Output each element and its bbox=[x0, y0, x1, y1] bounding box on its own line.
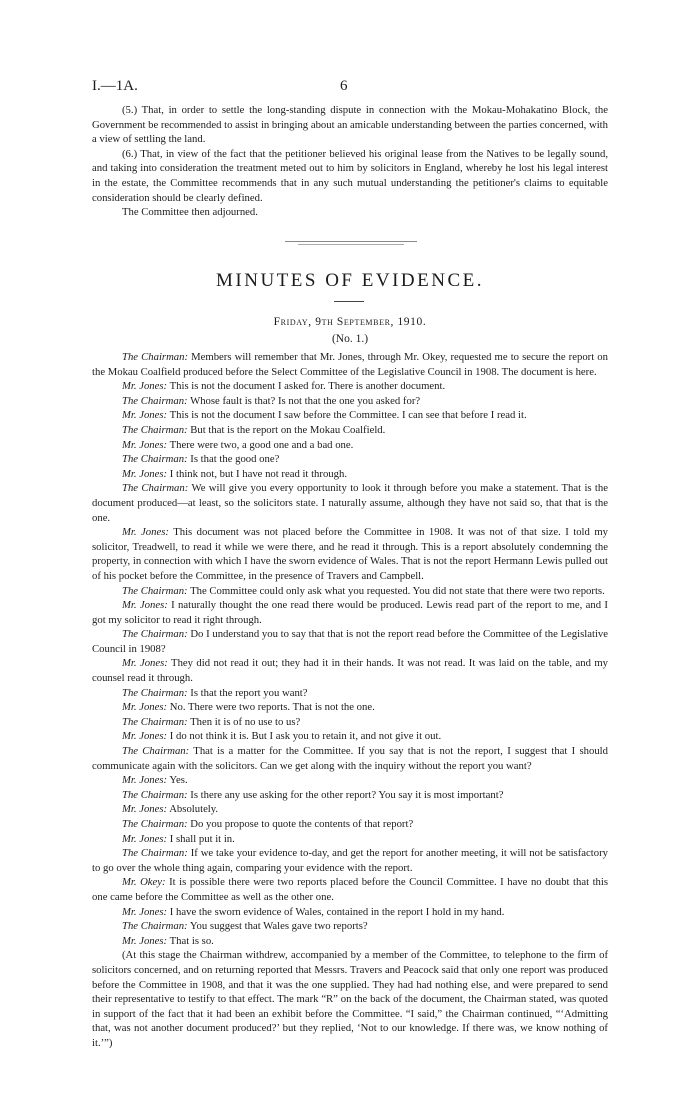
resolution-5: (5.) That, in order to settle the long-standing dispute in connection with the Mokau-Mohakatino Block, the Government be recommended to assist in bringing about an amicable understanding between the parties concerned, with a view of settling the land. bbox=[92, 104, 608, 146]
utterance-text: Then it is of no use to us? bbox=[190, 715, 301, 728]
utterance-text: Is that the good one? bbox=[190, 453, 280, 466]
speaker-name: The Chairman: bbox=[122, 482, 189, 495]
utterance-text: They did not read it out; they had it in their hands. It was not read. It was laid on the table, and my counsel read it through. bbox=[92, 657, 608, 685]
speaker-name: The Chairman: bbox=[122, 351, 189, 363]
speaker-name: Mr. Jones: bbox=[122, 380, 168, 393]
session-day: Friday, bbox=[273, 316, 312, 328]
dialogue-line bbox=[92, 525, 608, 583]
speaker-name: The Chairman: bbox=[122, 394, 188, 407]
dialogue-line bbox=[92, 584, 608, 599]
speaker-name: The Chairman: bbox=[122, 453, 188, 466]
dialogue-line bbox=[92, 744, 608, 773]
utterance-text: It is possible there were two reports placed before the Council Committee. I have no doubt that this one came before the Committee as well as the other one. bbox=[92, 876, 609, 903]
section-separator bbox=[285, 241, 417, 242]
dialogue-line bbox=[92, 394, 608, 409]
document-reference: I.—1A. bbox=[92, 78, 138, 94]
section-title: MINUTES OF EVIDENCE. bbox=[216, 270, 484, 291]
utterance-text: I think not, but I have not read it through. bbox=[169, 467, 347, 480]
speaker-name: The Chairman: bbox=[122, 628, 188, 641]
dialogue-list bbox=[92, 350, 608, 948]
dialogue-line bbox=[92, 788, 608, 803]
page-header bbox=[92, 78, 608, 98]
utterance-text: This is not the document I saw before the Committee. I can see that before I read it. bbox=[169, 409, 527, 422]
dialogue-line bbox=[92, 773, 608, 788]
speaker-name: The Chairman: bbox=[122, 686, 188, 699]
utterance-text: There were two, a good one and a bad one. bbox=[169, 438, 354, 451]
dialogue-line bbox=[92, 905, 608, 920]
session-date bbox=[0, 316, 700, 328]
speaker-name: The Chairman: bbox=[122, 715, 188, 728]
dialogue-line bbox=[92, 598, 608, 627]
dialogue-line bbox=[92, 802, 608, 817]
title-rule bbox=[334, 301, 364, 302]
dialogue-line bbox=[92, 656, 608, 685]
adjournment-line: The Committee then adjourned. bbox=[122, 206, 258, 219]
speaker-name: Mr. Jones: bbox=[122, 905, 168, 918]
speaker-name: The Chairman: bbox=[122, 920, 188, 933]
evidence-transcript bbox=[92, 350, 608, 1051]
utterance-text: Do I understand you to say that that is not the report read before the Committee of the Legislative Council in 1908? bbox=[92, 628, 608, 655]
dialogue-line bbox=[92, 715, 608, 730]
dialogue-line bbox=[92, 919, 608, 934]
utterance-text: That is so. bbox=[169, 934, 214, 947]
utterance-text: You suggest that Wales gave two reports? bbox=[189, 920, 368, 933]
dialogue-line bbox=[92, 438, 608, 453]
dialogue-line bbox=[92, 832, 608, 847]
dialogue-line bbox=[92, 350, 608, 379]
utterance-text: This is not the document I asked for. There is another document. bbox=[169, 380, 446, 393]
speaker-name: Mr. Okey: bbox=[122, 876, 166, 889]
dialogue-line bbox=[92, 627, 608, 656]
speaker-name: Mr. Jones: bbox=[122, 657, 168, 670]
utterance-text: I have the sworn evidence of Wales, contained in the report I hold in my hand. bbox=[169, 905, 505, 918]
utterance-text: I do not think it is. But I ask you to retain it, and not give it out. bbox=[169, 730, 442, 743]
utterance-text: That is a matter for the Committee. If you say that is not the report, I suggest that I should communicate again with the solicitors. Can we get along with the inquiry without the report you want? bbox=[92, 745, 608, 772]
utterance-text: Whose fault is that? Is not that the one you asked for? bbox=[190, 394, 421, 407]
dialogue-line bbox=[92, 846, 608, 875]
speaker-name: Mr. Jones: bbox=[122, 730, 168, 743]
dialogue-line bbox=[92, 700, 608, 715]
speaker-name: Mr. Jones: bbox=[122, 803, 168, 816]
speaker-name: Mr. Jones: bbox=[122, 409, 168, 422]
utterance-text: No. There were two reports. That is not the one. bbox=[169, 701, 375, 714]
resolution-6: (6.) That, in view of the fact that the petitioner believed his original lease from the Natives to be legally sound, and taking into consideration the treatment meted out to him by solicitors in England, whereby he lost his legal interest in the estate, the Committee recommends that in any such mutual understanding the petitioner's claims to equitable consideration should be clearly defined. bbox=[92, 147, 608, 204]
speaker-name: The Chairman: bbox=[122, 745, 190, 758]
utterance-text: Members will remember that Mr. Jones, through Mr. Okey, requested me to secure the report on the Mokau Coalfield produced before the Select Committee of the Legislative Council in 1908. The document is here. bbox=[92, 351, 608, 378]
speaker-name: Mr. Jones: bbox=[122, 934, 168, 947]
utterance-text: This document was not placed before the Committee in 1908. It was not of that size. I told my solicitor, Treadwell, to read it while we were there, and he read it through. This is a report absolutely condemning the property, in connection with which I have the sworn evidence of Wales. That is not the report Hermann Lewis pulled out of his pocket before the Committee, in the presence of Travers and Campbell. bbox=[92, 526, 608, 582]
utterance-text: We will give you every opportunity to look it through before you make a statement. That is the document produced—at least, so the solicitors state. I naturally assume, although they have not said so, that that is the one. bbox=[92, 482, 608, 524]
dialogue-line bbox=[92, 817, 608, 832]
utterance-text: Yes. bbox=[169, 774, 188, 787]
dialogue-line bbox=[92, 875, 608, 904]
dialogue-line bbox=[92, 423, 608, 438]
utterance-text: If we take your evidence to-day, and get the report for another meeting, it will not be satisfactory to go over the whole thing again, comparing your evidence with the report. bbox=[92, 847, 609, 874]
speaker-name: Mr. Jones: bbox=[122, 467, 168, 480]
speaker-name: Mr. Jones: bbox=[122, 701, 168, 714]
page-number: 6 bbox=[340, 78, 348, 94]
utterance-text: Absolutely. bbox=[169, 803, 219, 816]
speaker-name: The Chairman: bbox=[122, 818, 188, 830]
speaker-name: The Chairman: bbox=[122, 584, 188, 597]
speaker-name: Mr. Jones: bbox=[122, 599, 168, 612]
speaker-name: The Chairman: bbox=[122, 423, 188, 436]
dialogue-line bbox=[92, 408, 608, 423]
utterance-text: Do you propose to quote the contents of that report? bbox=[190, 818, 414, 830]
utterance-text: The Committee could only ask what you requested. You did not state that there were two reports. bbox=[190, 584, 605, 597]
session-number: (No. 1.) bbox=[331, 333, 369, 345]
speaker-name: The Chairman: bbox=[122, 847, 188, 860]
section-separator-inner bbox=[298, 244, 404, 245]
dialogue-line bbox=[92, 686, 608, 701]
utterance-text: Is that the report you want? bbox=[190, 686, 308, 699]
utterance-text: I shall put it in. bbox=[169, 832, 235, 845]
speaker-name: The Chairman: bbox=[122, 788, 188, 801]
utterance-text: Is there any use asking for the other report? You say it is most important? bbox=[190, 788, 504, 801]
utterance-text: I naturally thought the one read there would be produced. Lewis read part of the report to me, and I got my solicitor to read it right through. bbox=[92, 599, 608, 626]
dialogue-line bbox=[92, 452, 608, 467]
dialogue-line bbox=[92, 379, 608, 394]
closing-paragraph: (At this stage the Chairman withdrew, accompanied by a member of the Committee, to telephone to the firm of solicitors concerned, and on returning reported that Messrs. Travers and Peacock said that only one report was produced before the Committee in 1908, and that it was the one supplied. They had had nothing else, and were prepared to send their representative to testify to that effect. The mark “R” on the back of the document, the Chairman stated, was quoted in support of the fact that it had been an exhibit before the Committee. “I said,” the Chairman continued, “‘Admitting that, was not another document produced?’ but they replied, ‘Not to our knowledge. If there was, we know nothing of it.’”) bbox=[92, 949, 608, 1049]
dialogue-line bbox=[92, 729, 608, 744]
speaker-name: Mr. Jones: bbox=[122, 438, 168, 451]
dialogue-line bbox=[92, 467, 608, 482]
speaker-name: Mr. Jones: bbox=[122, 832, 168, 845]
dialogue-line bbox=[92, 481, 608, 525]
speaker-name: Mr. Jones: bbox=[122, 774, 168, 787]
session-date-rest: 9th September, 1910. bbox=[315, 316, 427, 328]
speaker-name: Mr. Jones: bbox=[122, 526, 169, 539]
resolutions-block bbox=[92, 103, 608, 220]
utterance-text: But that is the report on the Mokau Coalfield. bbox=[190, 423, 386, 436]
dialogue-line bbox=[92, 934, 608, 949]
